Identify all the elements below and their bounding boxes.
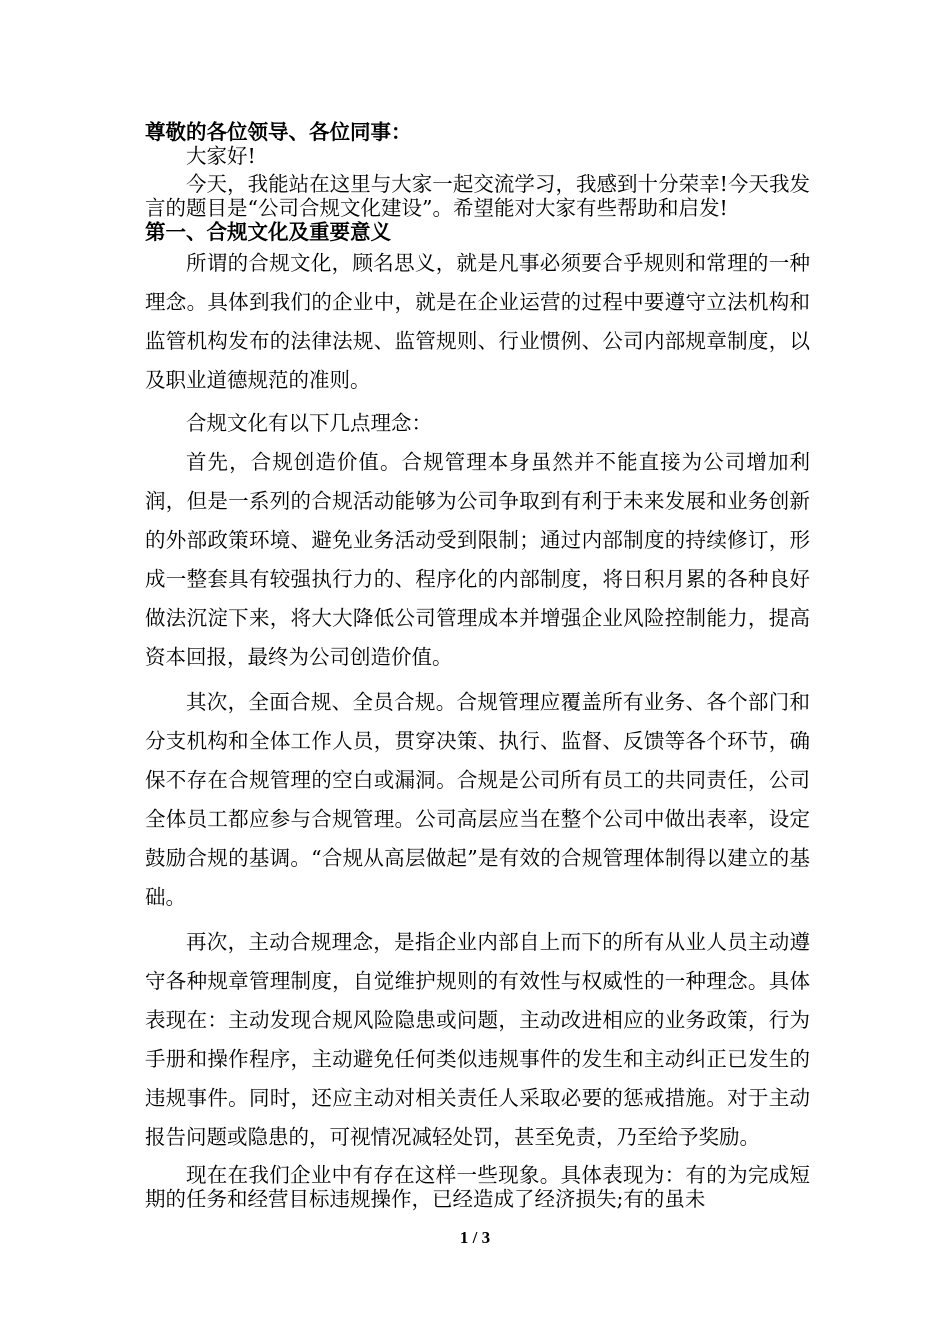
definition-paragraph: 所谓的合规文化，顾名思义，就是凡事必须要合乎规则和常理的一种理念。具体到我们的企业中，就是在企业运营的过程中要遵守立法机构和监管机构发布的法律法规、监管规则、行业惯例、公司内部规章制度，以及职业道德规范的准则。 [145, 251, 810, 392]
greeting-line: 尊敬的各位领导、各位同事： [145, 120, 412, 144]
page-number: 1 / 3 [459, 1228, 491, 1247]
third-concept-paragraph: 再次，主动合规理念，是指企业内部自上而下的所有从业人员主动遵守各种规章管理制度，自觉维护规则的有效性与权威性的一种理念。具体表现在：主动发现合规风险隐患或问题，主动改进相应的业务政策，行为手册和操作程序，主动避免任何类似违规事件的发生和主动纠正已发生的违规事件。同时，还应主动对相关责任人采取必要的惩戒措施。对于主动报告问题或隐患的，可视情况减轻处罚，甚至免责，乃至给予奖励。 [145, 930, 810, 1149]
document-page [145, 120, 810, 1211]
section-heading: 第一、合规文化及重要意义 [145, 220, 391, 244]
hello-line: 大家好! [186, 144, 256, 168]
first-concept-paragraph: 首先，合规创造价值。合规管理本身虽然并不能直接为公司增加利润，但是一系列的合规活动能够为公司争取到有利于未来发展和业务创新的外部政策环境、避免业务活动受到限制；通过内部制度的持续修订，形成一整套具有较强执行力的、程序化的内部制度，将日积月累的各种良好做法沉淀下来，将大大降低公司管理成本并增强企业风险控制能力，提高资本回报，最终为公司创造价值。 [145, 450, 810, 669]
concepts-intro-paragraph: 合规文化有以下几点理念： [186, 411, 432, 435]
second-concept-paragraph: 其次，全面合规、全员合规。合规管理应覆盖所有业务、各个部门和分支机构和全体工作人员，贯穿决策、执行、监督、反馈等各个环节，确保不存在合规管理的空白或漏洞。合规是公司所有员工的共同责任，公司全体员工都应参与合规管理。公司高层应当在整个公司中做出表率，设定鼓励合规的基调。“合规从高层做起”是有效的合规管理体制得以建立的基础。 [145, 690, 810, 909]
intro-paragraph: 今天，我能站在这里与大家一起交流学习，我感到十分荣幸!今天我发言的题目是“公司合规文化建设”。希望能对大家有些帮助和启发! [145, 172, 810, 220]
current-situation-paragraph: 现在在我们企业中有存在这样一些现象。具体表现为：有的为完成短期的任务和经营目标违规操作，已经造成了经济损失;有的虽未 [145, 1163, 810, 1211]
